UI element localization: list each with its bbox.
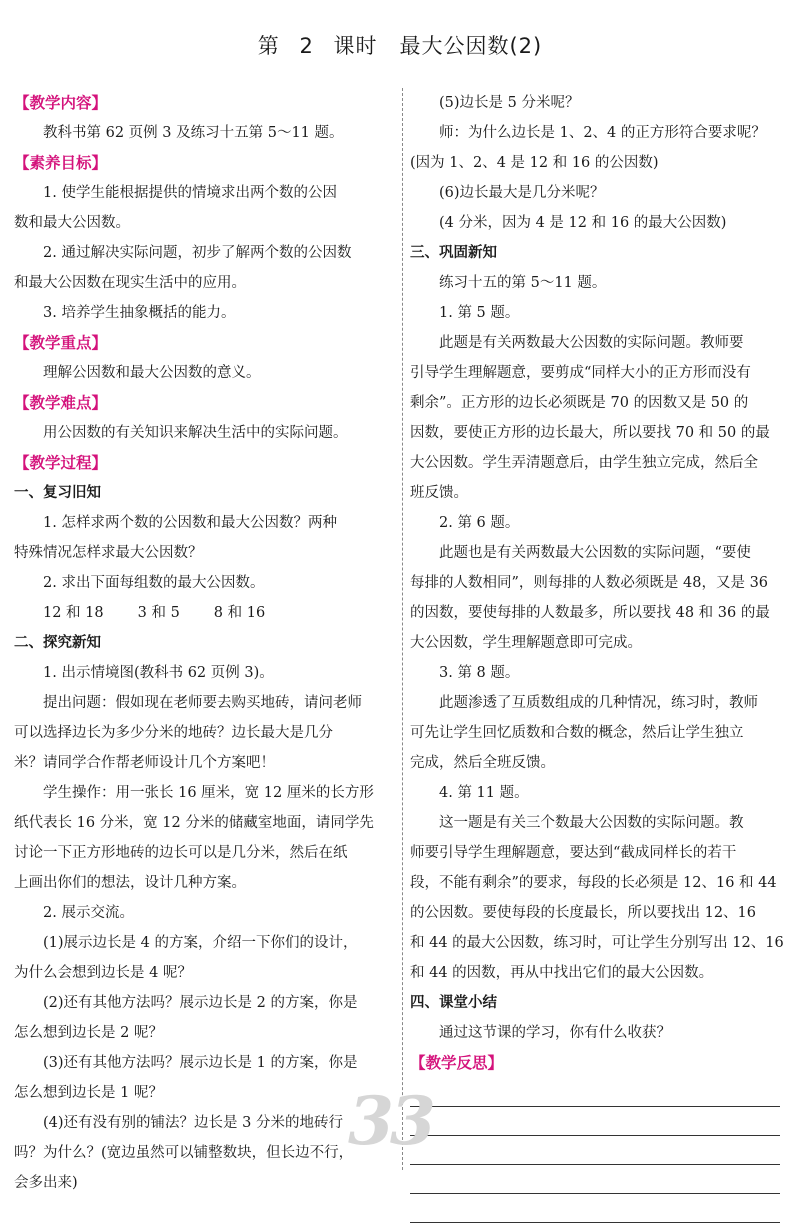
page-title: 第 2 课时 最大公因数(2) <box>257 34 543 58</box>
explore-step-2: 2. 展示交流。 <box>43 905 134 921</box>
number-pairs <box>14 598 397 628</box>
show-4-line-2: 吗？为什么？(宽边虽然可以铺整数块，但长边不行， <box>14 1145 354 1161</box>
right-column <box>410 88 788 1186</box>
exercise-2-line-4: 大公因数，学生理解题意即可完成。 <box>410 635 642 651</box>
exercise-1-line-2: 引导学生理解题意，要剪成“同样大小的正方形而没有 <box>410 365 751 381</box>
exercise-1-title: 1. 第 5 题。 <box>439 305 520 321</box>
show-6: (6)边长最大是几分米呢？ <box>439 185 605 201</box>
show-4-line-1: (4)还有没有别的铺法？边长是 3 分米的地砖行 <box>43 1115 343 1131</box>
exercise-range: 练习十五的第 5～11 题。 <box>439 275 607 291</box>
heading-process: 【教学过程】 <box>14 454 108 472</box>
section-review: 一、复习旧知 <box>14 485 101 501</box>
show-3-line-2: 怎么想到边长是 1 呢？ <box>14 1085 163 1101</box>
exercise-1-line-5: 大公因数。学生弄清题意后，由学生独立完成，然后全 <box>410 455 758 471</box>
heading-teaching-content: 【教学内容】 <box>14 94 108 112</box>
exercise-4-line-6: 和 44 的因数，再从中找出它们的最大公因数。 <box>410 965 714 981</box>
exercise-1-line-6: 班反馈。 <box>410 485 468 501</box>
exercise-3-line-1: 此题渗透了互质数组成的几种情况，练习时，教师 <box>439 695 758 711</box>
summary-text: 通过这节课的学习，你有什么收获？ <box>439 1025 671 1041</box>
explore-step-1: 1. 出示情境图(教科书 62 页例 3)。 <box>43 665 274 681</box>
heading-key-points: 【教学重点】 <box>14 334 108 352</box>
key-points-text: 理解公因数和最大公因数的意义。 <box>43 365 261 381</box>
show-3-line-1: (3)还有其他方法吗？展示边长是 1 的方案，你是 <box>43 1055 358 1071</box>
teacher-question-line-2: (因为 1、2、4 是 12 和 16 的公因数) <box>410 155 659 171</box>
show-1-line-1: (1)展示边长是 4 的方案，介绍一下你们的设计， <box>43 935 358 951</box>
exercise-4-line-3: 段，不能有剩余”的要求，每段的长必须是 12、16 和 44 <box>410 875 777 891</box>
goal-1-line-1: 1. 使学生能根据提供的情境求出两个数的公因 <box>43 185 337 201</box>
operation-line-4: 上画出你们的想法，设计几种方案。 <box>14 875 246 891</box>
section-summary: 四、课堂小结 <box>410 995 497 1011</box>
exercise-1-line-1: 此题是有关两数最大公因数的实际问题。教师要 <box>439 335 744 351</box>
review-q2: 2. 求出下面每组数的最大公因数。 <box>43 575 265 591</box>
operation-line-2: 纸代表长 16 分米，宽 12 分米的储藏室地面，请同学先 <box>14 815 374 831</box>
reflection-line-4 <box>410 1165 780 1194</box>
show-4-line-3: 会多出来) <box>14 1175 78 1191</box>
heading-difficulties: 【教学难点】 <box>14 394 108 412</box>
show-5: (5)边长是 5 分米呢？ <box>439 95 580 111</box>
section-consolidate: 三、巩固新知 <box>410 245 497 261</box>
exercise-3-line-3: 完成，然后全班反馈。 <box>410 755 555 771</box>
left-column <box>14 88 397 1191</box>
goal-2-line-2: 和最大公因数在现实生活中的应用。 <box>14 275 246 291</box>
show-2-line-1: (2)还有其他方法吗？展示边长是 2 的方案，你是 <box>43 995 358 1011</box>
teacher-question-line-1: 师：为什么边长是 1、2、4 的正方形符合要求呢？ <box>439 125 766 141</box>
exercise-2-title: 2. 第 6 题。 <box>439 515 520 531</box>
goal-2-line-1: 2. 通过解决实际问题，初步了解两个数的公因数 <box>43 245 352 261</box>
teaching-content-text: 教科书第 62 页例 3 及练习十五第 5～11 题。 <box>43 125 344 141</box>
exercise-4-line-2: 师要引导学生理解题意，要达到“截成同样长的若干 <box>410 845 737 861</box>
reflection-line-3 <box>410 1136 780 1165</box>
question-line-3: 米？请同学合作帮老师设计几个方案吧！ <box>14 755 275 771</box>
reflection-line-2 <box>410 1107 780 1136</box>
exercise-4-line-1: 这一题是有关三个数最大公因数的实际问题。教 <box>439 815 744 831</box>
exercise-2-line-2: 每排的人数相同”，则每排的人数必须既是 48，又是 36 <box>410 575 769 591</box>
heading-reflection: 【教学反思】 <box>410 1054 504 1072</box>
question-line-1: 提出问题：假如现在老师要去购买地砖，请问老师 <box>43 695 362 711</box>
show-1-line-2: 为什么会想到边长是 4 呢？ <box>14 965 192 981</box>
exercise-3-title: 3. 第 8 题。 <box>439 665 520 681</box>
exercise-1-line-3: 剩余”。正方形的边长必须既是 70 的因数又是 50 的 <box>410 395 749 411</box>
exercise-4-line-4: 的公因数。要使每段的长度最长，所以要找出 12、16 <box>410 905 757 921</box>
exercise-2-line-3: 的因数，要使每排的人数最多，所以要找 48 和 36 的最 <box>410 605 770 621</box>
exercise-4-title: 4. 第 11 题。 <box>439 785 529 801</box>
review-q1-line-1: 1. 怎样求两个数的公因数和最大公因数？两种 <box>43 515 337 531</box>
exercise-1-line-4: 因数，要使正方形的边长最大，所以要找 70 和 50 的最 <box>410 425 770 441</box>
show-2-line-2: 怎么想到边长是 2 呢？ <box>14 1025 163 1041</box>
exercise-4-line-5: 和 44 的最大公因数，练习时，可让学生分别写出 12、16 <box>410 935 784 951</box>
section-explore: 二、探究新知 <box>14 635 101 651</box>
reflection-line-5 <box>410 1194 780 1223</box>
reflection-line-1 <box>410 1078 780 1107</box>
review-q1-line-2: 特殊情况怎样求最大公因数？ <box>14 545 203 561</box>
exercise-3-line-2: 可先让学生回忆质数和合数的概念，然后让学生独立 <box>410 725 744 741</box>
show-6-answer: (4 分米，因为 4 是 12 和 16 的最大公因数) <box>439 215 727 231</box>
operation-line-3: 讨论一下正方形地砖的边长可以是几分米，然后在纸 <box>14 845 348 861</box>
exercise-2-line-1: 此题也是有关两数最大公因数的实际问题，“要使 <box>439 545 751 561</box>
number-pair-2: 3 和 5 <box>137 605 180 621</box>
goal-3: 3. 培养学生抽象概括的能力。 <box>43 305 236 321</box>
heading-goals: 【素养目标】 <box>14 154 108 172</box>
column-divider <box>402 88 403 1170</box>
goal-1-line-2: 数和最大公因数。 <box>14 215 130 231</box>
difficulties-text: 用公因数的有关知识来解决生活中的实际问题。 <box>43 425 348 441</box>
number-pair-1: 12 和 18 <box>43 605 104 621</box>
question-line-2: 可以选择边长为多少分米的地砖？边长最大是几分 <box>14 725 333 741</box>
number-pair-3: 8 和 16 <box>213 605 266 621</box>
operation-line-1: 学生操作：用一张长 16 厘米，宽 12 厘米的长方形 <box>43 785 374 801</box>
page-number-watermark: 33 <box>348 1082 432 1160</box>
